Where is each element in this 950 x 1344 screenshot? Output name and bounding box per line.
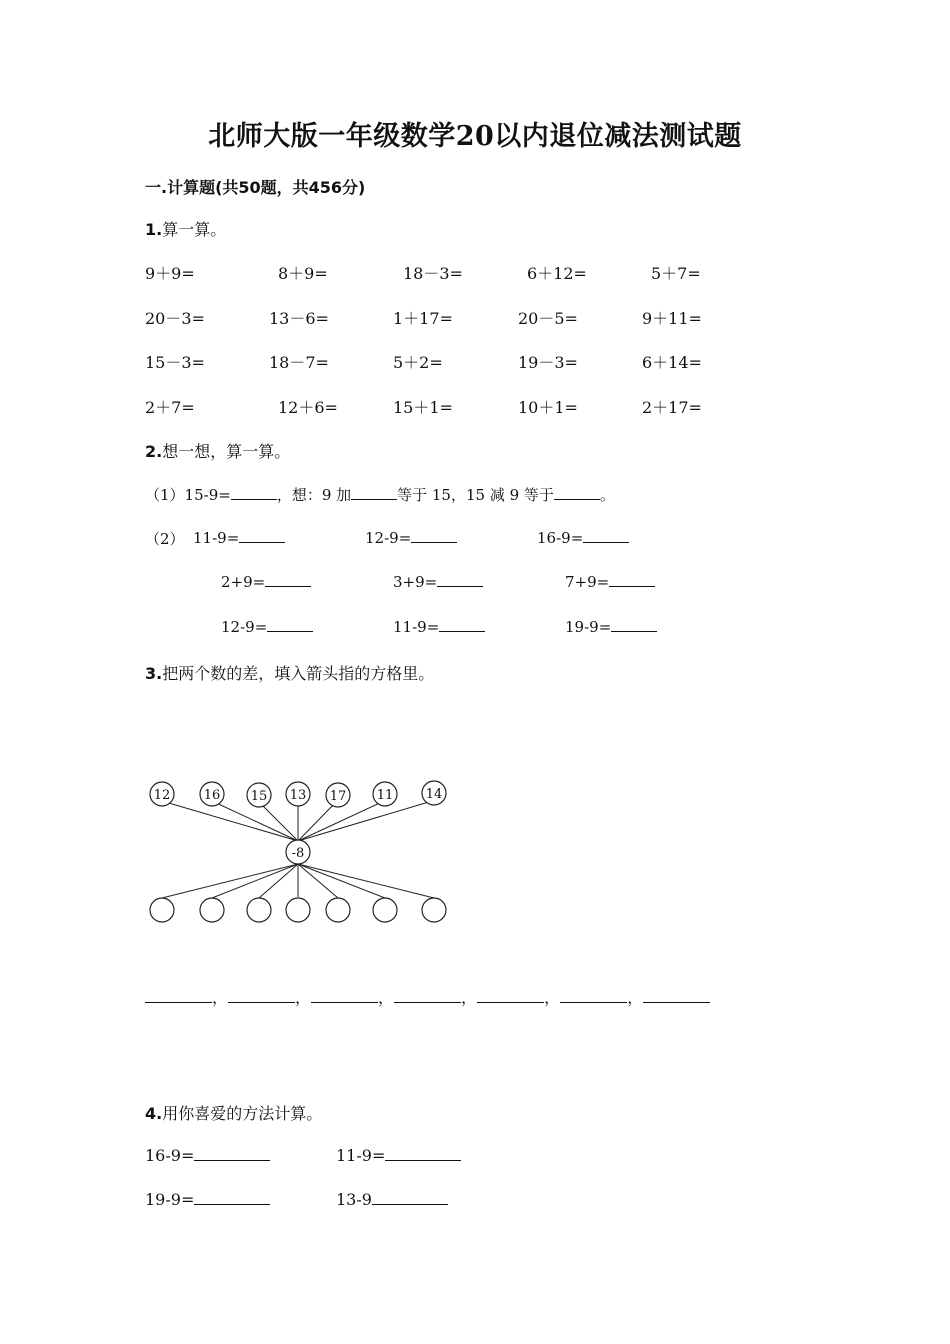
math-problem: 5＋7= bbox=[651, 264, 701, 283]
fill-item: 19-9= bbox=[145, 1190, 270, 1209]
part-text: 。 bbox=[599, 486, 615, 504]
separator: ， bbox=[295, 988, 312, 1007]
answer-blank[interactable] bbox=[372, 1190, 448, 1205]
answer-circle[interactable] bbox=[150, 898, 174, 922]
fill-item: 11-9= bbox=[336, 1146, 461, 1165]
fill-item: 7+9= bbox=[565, 572, 655, 591]
answer-blank[interactable] bbox=[145, 988, 212, 1003]
question-number: 4. bbox=[145, 1104, 163, 1123]
circle-number: 14 bbox=[425, 787, 443, 802]
answer-blank[interactable] bbox=[194, 1146, 270, 1161]
circle-number: 11 bbox=[376, 788, 394, 803]
fill-item: 12-9= bbox=[221, 617, 313, 636]
answer-blank[interactable] bbox=[239, 528, 285, 543]
answer-blank[interactable] bbox=[394, 988, 461, 1003]
separator: ， bbox=[378, 988, 395, 1007]
arrow-line bbox=[212, 864, 298, 898]
fill-item: 2+9= bbox=[221, 572, 311, 591]
fill-item: 3+9= bbox=[393, 572, 483, 591]
answer-blank[interactable] bbox=[477, 988, 544, 1003]
math-problem: 8＋9= bbox=[278, 264, 328, 283]
circle-number: 13 bbox=[289, 788, 307, 803]
fill-item: 16-9= bbox=[145, 1146, 270, 1165]
math-problem: 19－3= bbox=[518, 353, 578, 372]
answer-blank[interactable] bbox=[265, 572, 311, 587]
fill-item: 12-9= bbox=[365, 528, 457, 547]
answer-blank[interactable] bbox=[554, 485, 600, 500]
answer-blank[interactable] bbox=[439, 617, 485, 632]
math-problem: 20－5= bbox=[518, 309, 578, 328]
answer-blank[interactable] bbox=[194, 1190, 270, 1205]
answer-blank[interactable] bbox=[228, 988, 295, 1003]
question-text: 用你喜爱的方法计算。 bbox=[162, 1104, 323, 1123]
fill-item: 13-9 bbox=[336, 1190, 448, 1209]
math-problem: 18－7= bbox=[269, 353, 329, 372]
circle-number: 16 bbox=[203, 788, 221, 803]
math-problem: 5＋2= bbox=[393, 353, 443, 372]
question-1-prompt bbox=[145, 217, 226, 240]
answer-circle[interactable] bbox=[200, 898, 224, 922]
circle-number: 17 bbox=[329, 789, 347, 804]
answer-blank[interactable] bbox=[437, 572, 483, 587]
arrow-line bbox=[298, 864, 385, 898]
question-2-part-1 bbox=[145, 484, 615, 505]
answer-blank[interactable] bbox=[231, 485, 277, 500]
answer-blank[interactable] bbox=[643, 988, 710, 1003]
answer-blank[interactable] bbox=[385, 1146, 461, 1161]
math-problem: 18－3= bbox=[403, 264, 463, 283]
math-problem: 9＋11= bbox=[642, 309, 702, 328]
answer-blank[interactable] bbox=[267, 617, 313, 632]
math-problem: 13－6= bbox=[269, 309, 329, 328]
math-problem: 9＋9= bbox=[145, 264, 195, 283]
separator: ， bbox=[544, 988, 561, 1007]
fill-item: 11-9= bbox=[193, 528, 285, 547]
math-problem: 6＋14= bbox=[642, 353, 702, 372]
question-text: 想一想，算一算。 bbox=[162, 442, 291, 461]
center-label: -8 bbox=[291, 846, 305, 861]
question-text: 算一算。 bbox=[162, 220, 227, 239]
math-problem: 15－3= bbox=[145, 353, 205, 372]
math-problem: 15＋1= bbox=[393, 398, 453, 417]
separator: ， bbox=[627, 988, 644, 1007]
part-text: 等于 15，15 减 9 等于 bbox=[397, 486, 554, 504]
answer-blank[interactable] bbox=[560, 988, 627, 1003]
page-title: 北师大版一年级数学20以内退位减法测试题 bbox=[208, 121, 742, 152]
section-heading: 一.计算题(共50题，共456分) bbox=[145, 178, 366, 197]
connector-line bbox=[212, 801, 298, 841]
question-4-prompt bbox=[145, 1101, 322, 1124]
math-problem: 1＋17= bbox=[393, 309, 453, 328]
math-problem: 2＋17= bbox=[642, 398, 702, 417]
question-2-part-2-label: （2） bbox=[145, 530, 185, 548]
question-number: 1. bbox=[145, 220, 163, 239]
question-3-prompt bbox=[145, 661, 434, 684]
question-number: 2. bbox=[145, 442, 163, 461]
question-2-prompt bbox=[145, 439, 290, 462]
math-problem: 20－3= bbox=[145, 309, 205, 328]
circle-number: 15 bbox=[250, 789, 268, 804]
math-problem: 10＋1= bbox=[518, 398, 578, 417]
answer-blank[interactable] bbox=[583, 528, 629, 543]
arrow-line bbox=[162, 864, 298, 898]
math-problem: 2＋7= bbox=[145, 398, 195, 417]
part-text: （1）15-9= bbox=[145, 486, 231, 504]
answer-blank[interactable] bbox=[311, 988, 378, 1003]
answer-blank[interactable] bbox=[609, 572, 655, 587]
answer-blank[interactable] bbox=[411, 528, 457, 543]
question-number: 3. bbox=[145, 664, 163, 683]
answer-blank[interactable] bbox=[611, 617, 657, 632]
math-problem: 6＋12= bbox=[527, 264, 587, 283]
part-text: ，想：9 加 bbox=[276, 486, 352, 504]
fill-item: 16-9= bbox=[537, 528, 629, 547]
separator: ， bbox=[212, 988, 229, 1007]
circle-number: 12 bbox=[153, 788, 171, 803]
fill-item: 11-9= bbox=[393, 617, 485, 636]
answer-circle[interactable] bbox=[373, 898, 397, 922]
answer-blank[interactable] bbox=[351, 485, 397, 500]
answer-circle[interactable] bbox=[422, 898, 446, 922]
question-3-answers bbox=[145, 985, 710, 1008]
fill-item: 19-9= bbox=[565, 617, 657, 636]
answer-circle[interactable] bbox=[247, 898, 271, 922]
answer-circle[interactable] bbox=[326, 898, 350, 922]
math-problem: 12＋6= bbox=[278, 398, 338, 417]
subtraction-diagram bbox=[140, 770, 460, 930]
separator: ， bbox=[461, 988, 478, 1007]
answer-circle[interactable] bbox=[286, 898, 310, 922]
question-text: 把两个数的差，填入箭头指的方格里。 bbox=[162, 664, 435, 683]
